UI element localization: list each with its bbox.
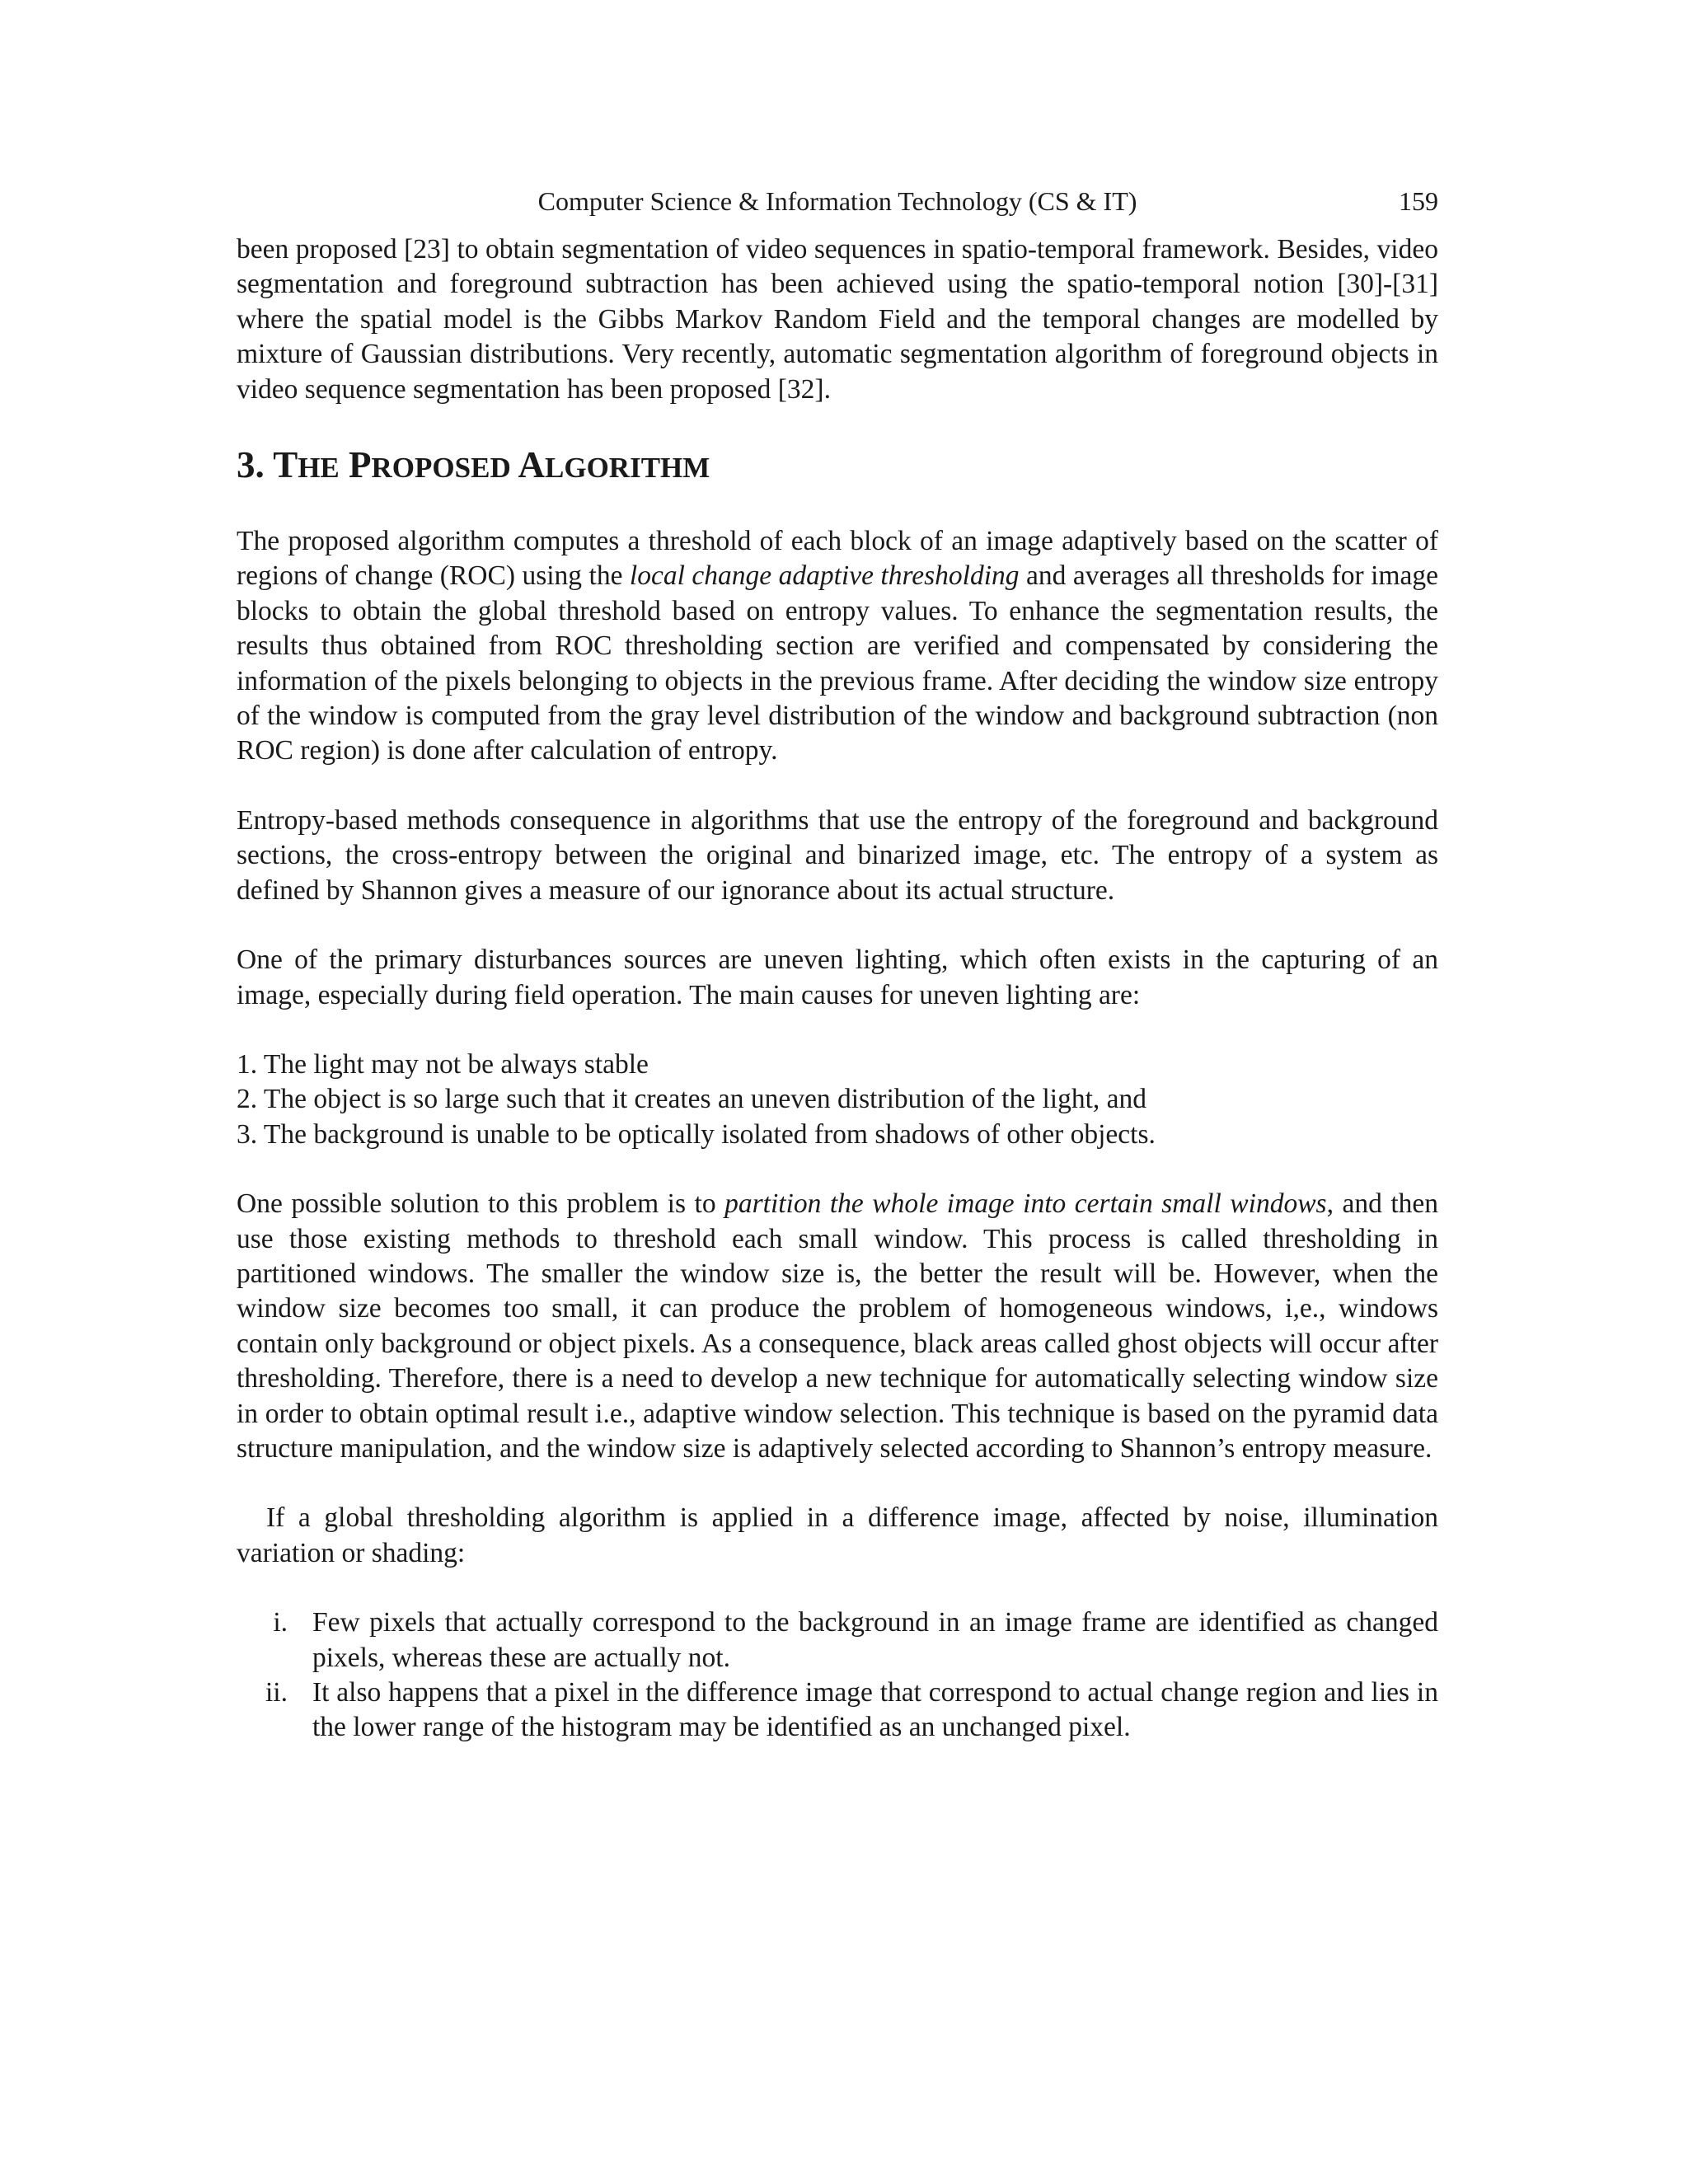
body-paragraph-entropy: Entropy-based methods consequence in algorithms that use the entropy of the foreground and background sections, the cross-entropy between the original and binarized image, etc. The entropy of a system as defined by Shannon gives a measure of our ignorance about its actual structure. <box>237 804 1438 906</box>
body-paragraph-windows: One possible solution to this problem is to partition the whole image into certain small windows, and then use those existing methods to threshold each small window. This process is called thresholding in partitioned windows. The smaller the window size is, the better the result will be. However, when the window size becomes too small, it can produce the problem of homogeneous windows, i,e., windows contain only background or object pixels. As a consequence, black areas called ghost objects will occur after thresholding. Therefore, there is a need to develop a new technique for automatically selecting window size in order to obtain optimal result i.e., adaptive window selection. This technique is based on the pyramid data structure manipulation, and the window size is adaptively selected according to Shannon’s entropy measure. <box>237 1188 1439 1464</box>
section-title-word: ALGORITHM <box>518 444 710 486</box>
list-item: 2. The object is so large such that it creates an uneven distribution of the light, and <box>237 1084 1146 1115</box>
journal-name: Computer Science & Information Technology (CS & IT) <box>537 186 1137 216</box>
list-item <box>237 1605 1438 1675</box>
page-number: 159 <box>1399 186 1438 216</box>
section-title-word: THE <box>273 444 340 486</box>
list-item-text: It also happens that a pixel in the difference image that correspond to actual change region and lies in the lower range of the histogram may be identified as an unchanged pixel. <box>312 1677 1438 1743</box>
list-item: 3. The background is unable to be optically isolated from shadows of other objects. <box>237 1118 1156 1150</box>
paper-page <box>237 180 1438 1746</box>
italic-term: local change adaptive thresholding <box>629 560 1020 592</box>
running-header <box>237 180 1438 223</box>
intro-paragraph: been proposed [23] to obtain segmentation of video sequences in spatio-temporal framework. Besides, video segmentation and foreground subtraction has been achieved using the spatio-temporal notion [30]-[31] where the spatial model is the Gibbs Markov Random Field and the temporal changes are modelled by mixture of Gaussian distributions. Very recently, automatic segmentation algorithm of foreground objects in video sequence segmentation has been proposed [32]. <box>237 234 1438 405</box>
body-paragraph-lighting: One of the primary disturbances sources are uneven lighting, which often exists in the capturing of an image, especially during field operation. The main causes for uneven lighting are: <box>237 944 1438 1010</box>
section-heading <box>237 442 1438 491</box>
list-item-text: Few pixels that actually correspond to the background in an image frame are identified as changed pixels, whereas these are actually not. <box>312 1607 1438 1673</box>
section-number: 3. <box>237 444 265 486</box>
italic-term: partition the whole image into certain small windows <box>724 1188 1327 1220</box>
list-item: 1. The light may not be always stable <box>237 1048 649 1080</box>
body-paragraph-global-threshold: If a global thresholding algorithm is applied in a difference image, affected by noise, illumination variation or shading: <box>237 1502 1438 1568</box>
numbered-list <box>237 1047 1438 1152</box>
roman-list <box>237 1605 1438 1746</box>
section-title-word: PROPOSED <box>349 444 511 486</box>
list-marker: ii. <box>265 1677 288 1708</box>
body-paragraph-algorithm: The proposed algorithm computes a threshold of each block of an image adaptively based on the scatter of regions of change (ROC) using the local change adaptive thresholding and averages all thresholds for image blocks to obtain the global threshold based on entropy values. To enhance the segmentation results, the results thus obtained from ROC thresholding section are verified and compensated by considering the information of the pixels belonging to objects in the previous frame. After deciding the window size entropy of the window is computed from the gray level distribution of the window and background subtraction (non ROC region) is done after calculation of entropy. <box>237 526 1438 766</box>
list-marker: i. <box>273 1607 288 1638</box>
list-item <box>237 1675 1438 1746</box>
